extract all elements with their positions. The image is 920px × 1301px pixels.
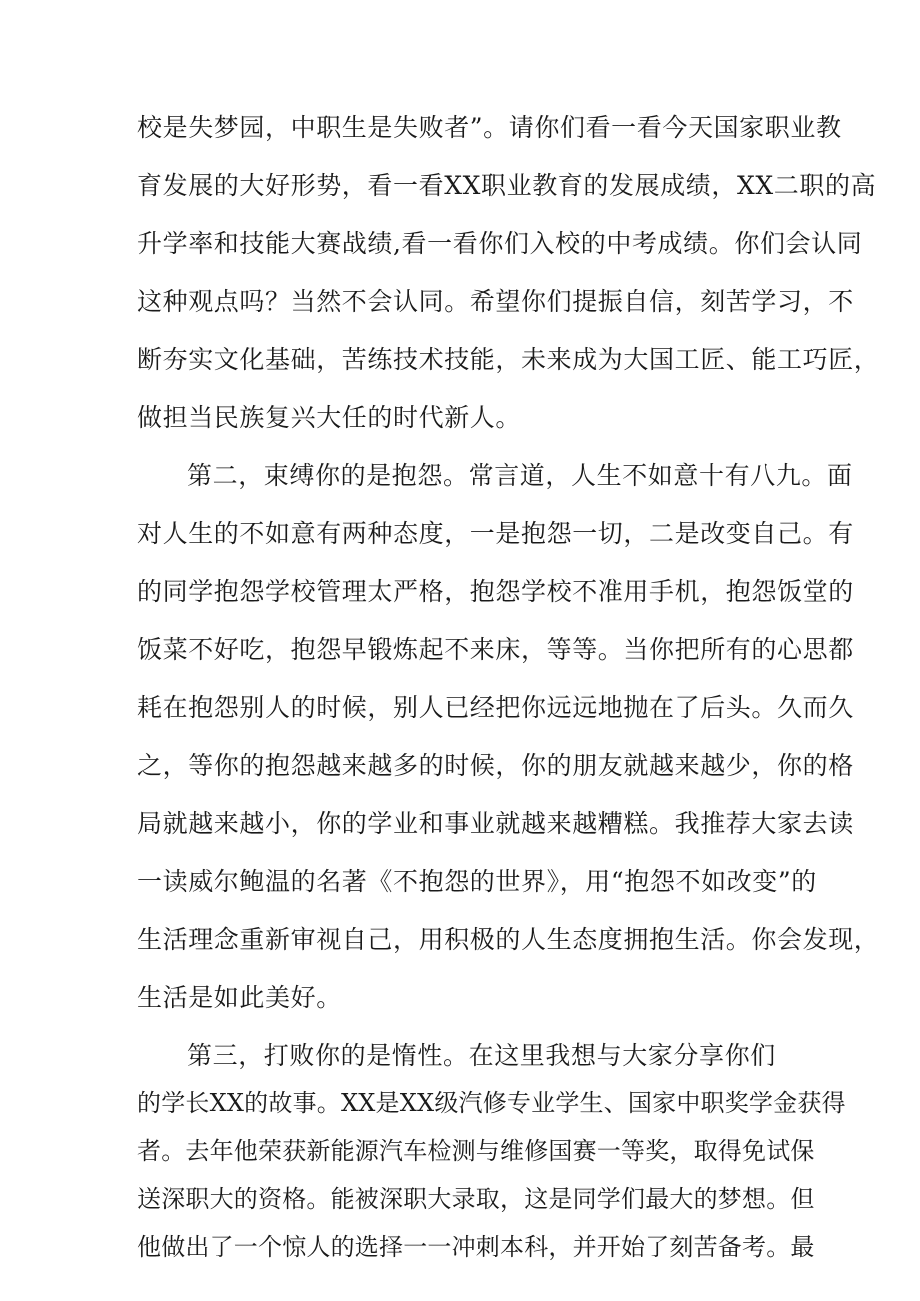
text-line: 他做出了一个惊人的选择一一冲刺本科，并开始了刻苦备考。最 [137, 1233, 815, 1261]
text-line: 断夯实文化基础，苦练技术技能，未来成为大国工匠、能工巧匠， [137, 345, 880, 374]
text-line: 之，等你的抱怨越来越多的时候，你的朋友就越来越少，你的格 [137, 751, 854, 780]
text-line: 者。去年他荣获新能源汽车检测与维修国赛一等奖，取得免试保 [137, 1137, 815, 1165]
paragraph-heading-second: 第二，束缚你的是抱怨。常言道，人生不如意十有八九。面 [187, 461, 853, 490]
text-line: 育发展的大好形势，看一看XX职业教育的发展成绩，XX二职的高 [137, 171, 877, 200]
text-line: 升学率和技能大赛战绩,看一看你们入校的中考成绩。你们会认同 [137, 229, 863, 258]
paragraph-heading-third: 第三，打败你的是惰性。在这里我想与大家分享你们 [187, 1041, 776, 1070]
text-line: 这种观点吗？当然不会认同。希望你们提振自信，刻苦学习，不 [137, 287, 854, 316]
text-line: 生活是如此美好。 [137, 983, 342, 1012]
text-line: 饭菜不好吃，抱怨早锻炼起不来床，等等。当你把所有的心思都 [137, 635, 854, 664]
text-line: 的同学抱怨学校管理太严格，抱怨学校不准用手机，抱怨饭堂的 [137, 577, 854, 606]
text-line: 生活理念重新审视自己，用积极的人生态度拥抱生活。你会发现， [137, 925, 880, 954]
text-line: 做担当民族复兴大任的时代新人。 [137, 403, 522, 432]
text-line: 送深职大的资格。能被深职大录取，这是同学们最大的梦想。但 [137, 1185, 815, 1213]
text-line: 耗在抱怨别人的时候，别人已经把你远远地抛在了后头。久而久 [137, 693, 854, 722]
text-line: 校是失梦园，中职生是失败者”。请你们看一看今天国家职业教 [137, 113, 842, 142]
text-line: 一读威尔鲍温的名著《不抱怨的世界》，用“抱怨不如改变”的 [137, 867, 817, 896]
text-line: 对人生的不如意有两种态度，一是抱怨一切，二是改变自己。有 [137, 519, 854, 548]
text-line: 局就越来越小，你的学业和事业就越来越糟糕。我推荐大家去读 [137, 809, 854, 838]
text-line: 的学长XX的故事。XX是XX级汽修专业学生、国家中职奖学金获得 [137, 1089, 846, 1117]
